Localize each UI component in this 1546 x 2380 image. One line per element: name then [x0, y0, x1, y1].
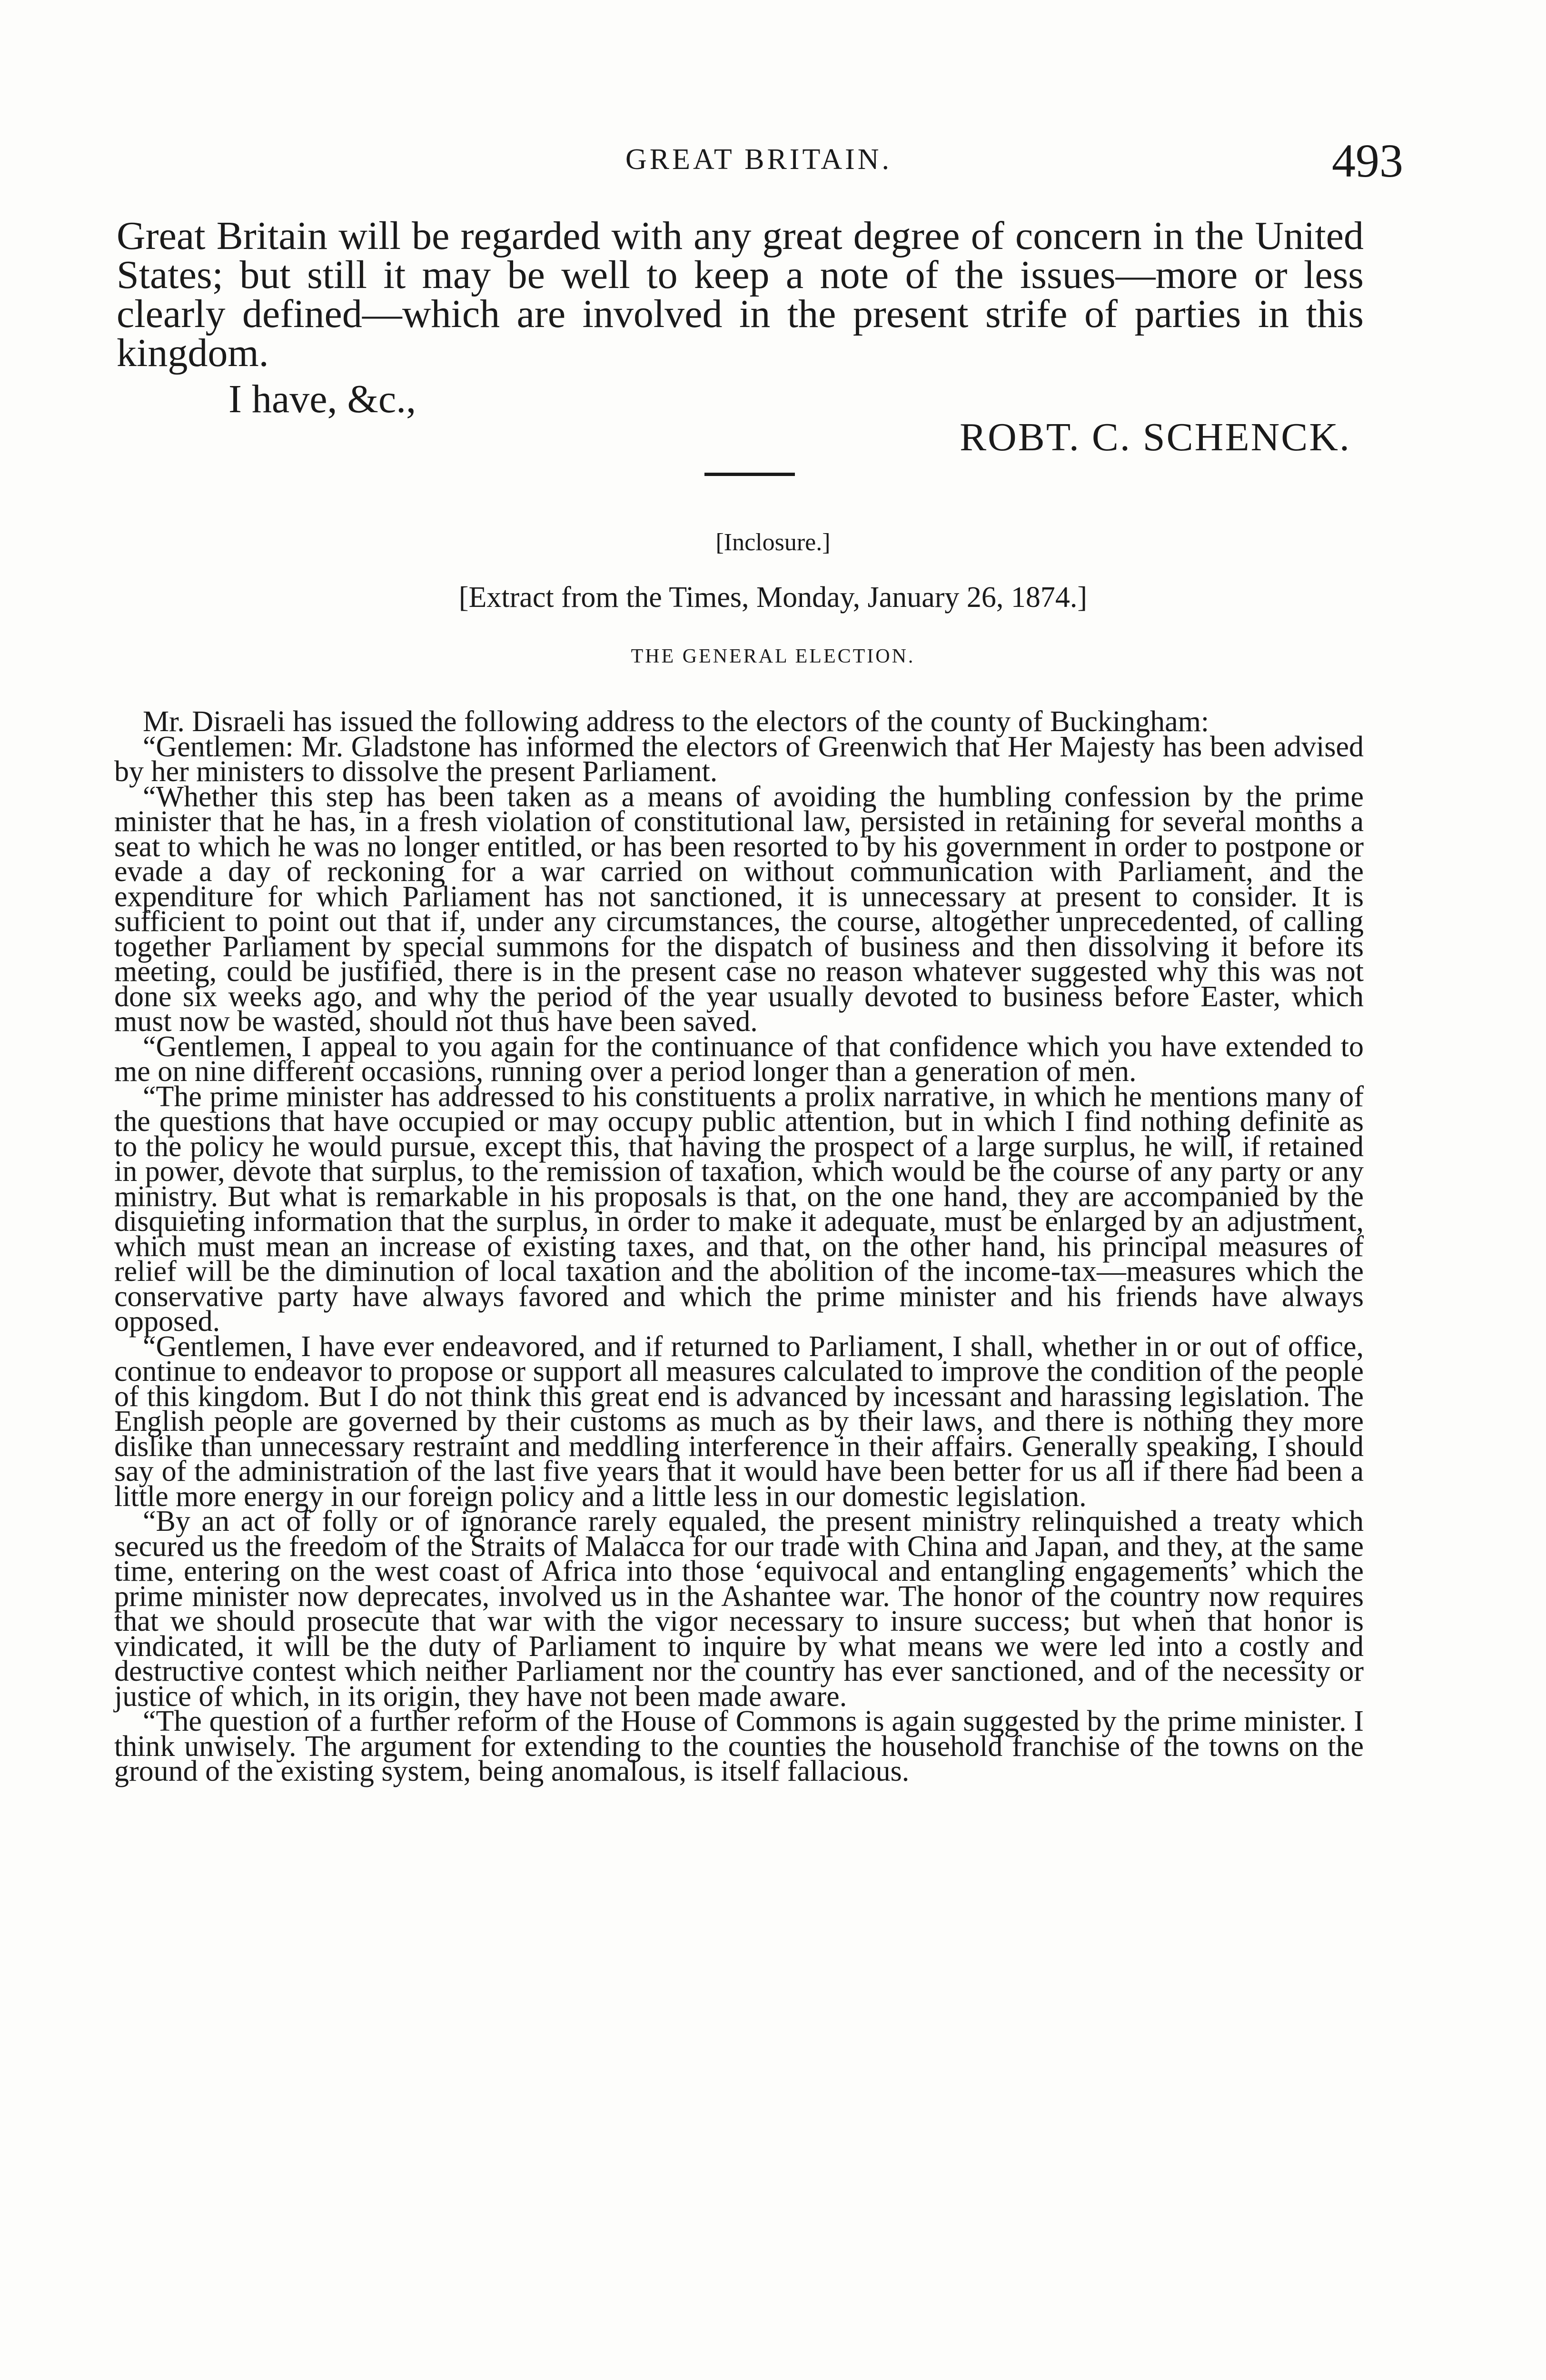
signature: ROBT. C. SCHENCK. [960, 415, 1351, 459]
running-title: GREAT BRITAIN. [625, 143, 892, 176]
extract-source-line: [Extract from the Times, Monday, January 26, 1874.] [458, 581, 1088, 614]
letter-closing-paragraph [117, 214, 1364, 375]
paragraph-act-of-folly: “By an act of folly or of ignorance rarely equaled, the present ministry relinquished a treaty which secured us the freedom of the Straits of Malacca for our trade with China and Japan, and they, at the same time, entering on the west coast of Africa into those ‘equivocal and entangling engagements’ which the prime minister now deprecates, involved us in the Ashantee war. The honor of the country now requires that we should prosecute that war with the vigor necessary to insure success; but when that honor is vindicated, it will be the duty of Parliament to inquire by what means we were led into a costly and destructive contest which neither Parliament nor the country has ever sanctioned, and of the necessity or justice of which, in its origin, they have not been made aware. [114, 1505, 1364, 1713]
paragraph-reform: “The question of a further reform of the House of Commons is again suggested by the prime minister. I think unwisely. The argument for extending to the counties the household franchise of the towns on the ground of the existing system, being anomalous, is itself fallacious. [114, 1705, 1364, 1787]
paragraph-appeal: “Gentlemen, I appeal to you again for the continuance of that confidence which you have extended to me on nine different occasions, running over a period longer than a generation of men. [114, 1030, 1364, 1088]
paragraph-intro: Mr. Disraeli has issued the following address to the electors of the county of Buckingham: [143, 705, 1209, 738]
section-title: THE GENERAL ELECTION. [631, 645, 915, 667]
paragraph-prime-minister: “The prime minister has addressed to his constituents a prolix narrative, in which he mentions many of the questions that have occupied or may occupy public attention, but in which I find nothing definite as to the policy he would pursue, except this, that having the prospect of a large surplus, he will, if retained in power, devote that surplus, to the remission of taxation, which would be the course of any party or any ministry. But what is remarkable in his proposals is that, on the one hand, they are accompanied by the disquieting information that the surplus, in order to make it adequate, must be enlarged by an adjustment, which must mean an increase of existing taxes, and that, on the other hand, his principal measures of relief will be the diminution of local taxation and the abolition of the income-tax—measures which the conservative party have always favored and which the prime minister and his friends have always opposed. [114, 1080, 1364, 1338]
page-number: 493 [1332, 134, 1403, 187]
separator-rule [704, 473, 795, 476]
inclosure-label: [Inclosure.] [715, 529, 831, 556]
paragraph-gentlemen: “Gentlemen: Mr. Gladstone has informed the electors of Greenwich that Her Majesty has been advised by her ministers to dissolve the present Parliament. [114, 730, 1364, 788]
paragraph-endeavored: “Gentlemen, I have ever endeavored, and if returned to Parliament, I shall, whether in or out of office, continue to endeavor to propose or support all measures calculated to improve the condition of the people of this kingdom. But I do not think this great end is advanced by incessant and harassing legislation. The English people are governed by their customs as much as by their laws, and there is nothing they more dislike than unnecessary restraint and meddling interference in their affairs. Generally speaking, I should say of the administration of the last five years that it would have been better for us all if there had been a little more energy in our foreign policy and a little less in our domestic legislation. [114, 1330, 1364, 1513]
paragraph-whether: “Whether this step has been taken as a means of avoiding the humbling confession by the prime minister that he has, in a fresh violation of constitutional law, persisted in retaining for several months a seat to which he was no longer entitled, or has been resorted to by his government in order to postpone or evade a day of reckoning for a war carried on without communication with Parliament, and the expenditure for which Parliament has not sanctioned, it is unnecessary at present to consider. It is sufficient to point out that if, under any circumstances, the course, altogether unprecedented, of calling together Parliament by special summons for the dispatch of business and then dissolving it before its meeting, could be justified, there is in the present case no reason whatever suggested why this was not done six weeks ago, and why the period of the year usually devoted to business before Easter, which must now be wasted, should not thus have been saved. [114, 780, 1364, 1038]
letter-closing: I have, &c., [228, 377, 416, 421]
running-header [114, 134, 1403, 195]
extract-body [114, 705, 1364, 1787]
closing-paragraph-text: Great Britain will be regarded with any great degree of concern in the United States; but still it may be well to keep a note of the issues—more or less clearly defined—which are involved in the present strife of parties in this kingdom. [117, 214, 1364, 375]
